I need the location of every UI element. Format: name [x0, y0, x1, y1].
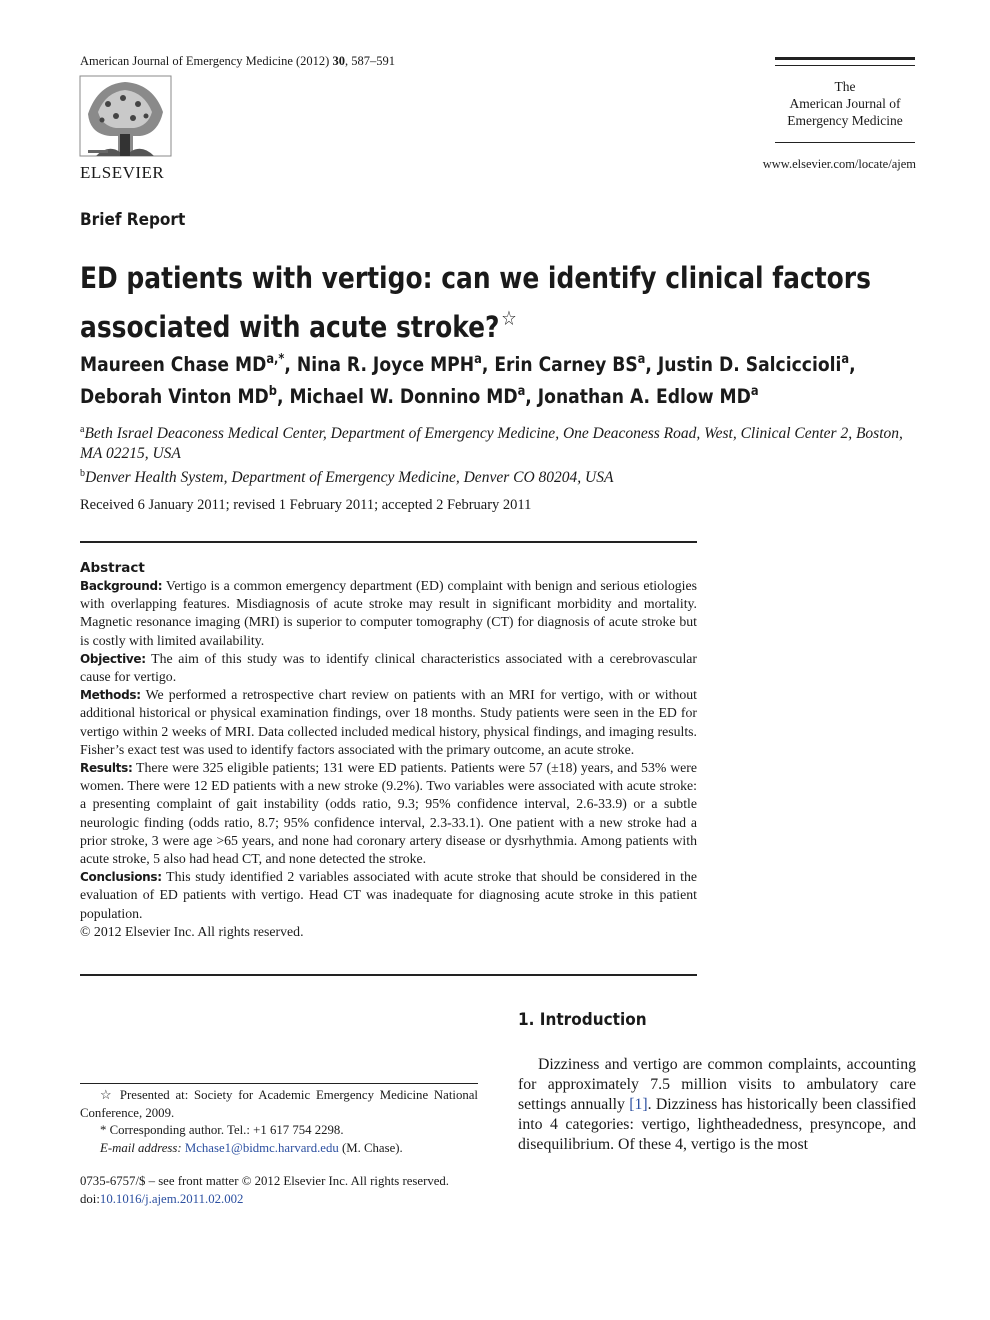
author-separator: ,	[276, 385, 290, 408]
footnote-email	[80, 1140, 478, 1158]
section-label-text: Brief Report	[80, 210, 186, 230]
doi-line	[80, 1191, 500, 1209]
title-footnote-star-icon[interactable]: ☆	[501, 306, 517, 330]
title-line-1-text: ED patients with vertigo: can we identify clinical factors	[80, 261, 871, 295]
introduction-paragraph	[518, 1055, 916, 1155]
introduction-text-part2: . Dizziness has historically been classified into 4 categories: vertigo, lightheadedness, presyncope, and disequilibrium. Of these 4, vertigo is the most	[518, 1096, 916, 1153]
abstract-methods-label: Methods:	[80, 688, 141, 703]
abstract-methods-text: We performed a retrospective chart review on patients with an MRI for vertigo, with or without additional historical or physical examination findings, over 18 months. Study patients were seen in the ED for vertigo within 2 weeks of MRI. Data collected included medical history, physical findings, and imaging results. Fisher’s exact test was used to identify factors associated with the primary outcome, an acute stroke.	[80, 687, 697, 757]
author-separator: ,	[645, 353, 658, 376]
author-separator: ,	[481, 353, 495, 376]
abstract-conclusions	[80, 868, 697, 923]
citation-volume: 30	[332, 54, 345, 68]
author-affiliation-mark[interactable]: a	[637, 352, 646, 367]
author-line-2	[80, 378, 819, 410]
affiliation-a-mark: a	[80, 424, 85, 435]
abstract-results	[80, 759, 697, 868]
introduction-text-part1: Dizziness and vertigo are common complaints, accounting for approximately 7.5 million visits to ambulatory care settings annually	[518, 1056, 916, 1113]
email-label: E-mail address:	[100, 1140, 182, 1155]
reference-link-1[interactable]: [1]	[629, 1096, 648, 1113]
abstract-results-label: Results:	[80, 761, 133, 776]
abstract-conclusions-label: Conclusions:	[80, 870, 162, 885]
abstract-rule-top	[80, 541, 697, 543]
introduction-heading	[518, 1010, 661, 1030]
affiliation-b-text: Denver Health System, Department of Emergency Medicine, Denver CO 80204, USA	[85, 469, 614, 486]
abstract-background	[80, 577, 697, 650]
author-name: Nina R. Joyce MPH	[296, 353, 475, 376]
abstract-background-text: Vertigo is a common emergency department (ED) complaint with benign and serious etiologies with overlapping features. Misdiagnosis of acute stroke may result in significant morbidity and mortality. Magnetic resonance imaging (MRI) is superior to computer tomography (CT) for diagnosis of acute stroke but is costly with limited availability.	[80, 578, 697, 648]
author-affiliation-mark[interactable]: b	[268, 384, 277, 399]
article-dates: Received 6 January 2011; revised 1 February 2011; accepted 2 February 2011	[80, 497, 532, 513]
author-name: Michael W. Donnino MD	[289, 385, 518, 408]
journal-rule-top	[775, 57, 915, 60]
section-label	[80, 210, 197, 230]
front-matter	[80, 1173, 500, 1208]
author-name: Jonathan A. Edlow MD	[537, 385, 751, 408]
title-line-1	[80, 258, 871, 298]
author-line-1	[80, 346, 856, 378]
footnotes	[80, 1087, 478, 1157]
abstract-objective-label: Objective:	[80, 651, 146, 666]
footnote-star-icon: ☆	[100, 1088, 115, 1102]
abstract-body	[80, 577, 697, 941]
abstract-background-label: Background:	[80, 579, 163, 593]
author-list	[80, 346, 920, 410]
author-affiliation-mark[interactable]: a	[750, 384, 759, 399]
footnote-rule	[80, 1083, 478, 1084]
footnote-asterisk-icon: *	[100, 1123, 107, 1137]
footnote-corresponding-text: Corresponding author. Tel.: +1 617 754 2298.	[109, 1123, 344, 1137]
abstract-methods	[80, 686, 697, 759]
abstract-copyright: © 2012 Elsevier Inc. All rights reserved.	[80, 923, 304, 939]
title-line-2-text: associated with acute stroke?	[80, 310, 500, 344]
email-link[interactable]: Mchase1@bidmc.harvard.edu	[184, 1140, 339, 1155]
journal-name-line2: American Journal of	[789, 96, 901, 111]
affiliation-a-text: Beth Israel Deaconess Medical Center, Department of Emergency Medicine, One Deaconess Road, West, Clinical Center 2, Boston, MA 02215, USA	[80, 425, 903, 462]
introduction-heading-text: 1. Introduction	[518, 1010, 647, 1030]
doi-prefix: doi:	[80, 1191, 100, 1206]
issn-line: 0735-6757/$ – see front matter © 2012 Elsevier Inc. All rights reserved.	[80, 1174, 450, 1188]
author-separator: ,	[525, 385, 538, 408]
affiliation-b-mark: b	[80, 468, 85, 479]
affiliation-b	[80, 464, 916, 488]
affiliations	[80, 420, 916, 488]
citation-pages: , 587–591	[344, 54, 395, 68]
abstract-conclusions-text: This study identified 2 variables associated with acute stroke that should be considered in the evaluation of ED patients with vertigo. Head CT was inadequate for diagnosing acute stroke in this patient population.	[80, 869, 697, 921]
abstract-objective-text: The aim of this study was to identify clinical characteristics associated with a cerebrovascular cause for vertigo.	[80, 650, 697, 685]
footnote-presented	[80, 1087, 478, 1122]
journal-name-line3: Emergency Medicine	[787, 113, 903, 128]
author-separator: ,	[849, 353, 856, 376]
journal-rule-bottom	[775, 142, 915, 143]
footnote-presented-text: Presented at: Society for Academic Emergency Medicine National Conference, 2009.	[80, 1088, 478, 1120]
author-name: Justin D. Salciccioli	[657, 353, 842, 376]
journal-name	[775, 78, 915, 129]
author-name: Deborah Vinton MD	[80, 385, 269, 408]
doi-link[interactable]: 10.1016/j.ajem.2011.02.002	[99, 1191, 244, 1206]
title-line-2	[80, 298, 794, 347]
publisher-name: ELSEVIER	[80, 163, 165, 182]
author-affiliation-mark[interactable]: a,*	[266, 352, 285, 367]
author-affiliation-mark[interactable]: a	[474, 352, 482, 367]
author-affiliation-mark[interactable]: a	[517, 384, 526, 399]
author-separator: ,	[284, 353, 297, 376]
footnote-corresponding	[80, 1122, 478, 1140]
author-name: Maureen Chase MD	[80, 353, 267, 376]
journal-url-link[interactable]: www.elsevier.com/locate/ajem	[762, 157, 916, 171]
email-suffix: (M. Chase).	[338, 1140, 403, 1155]
abstract-rule-bottom	[80, 974, 697, 976]
article-title	[80, 258, 910, 347]
author-name: Erin Carney BS	[494, 353, 638, 376]
journal-rule-thin	[775, 65, 915, 66]
abstract-heading: Abstract	[80, 560, 145, 576]
abstract-objective	[80, 650, 697, 686]
affiliation-a	[80, 420, 916, 464]
journal-citation	[80, 54, 395, 69]
citation-prefix: American Journal of Emergency Medicine (2012)	[80, 54, 333, 68]
journal-name-line1: The	[834, 79, 856, 94]
abstract-results-text: There were 325 eligible patients; 131 were ED patients. Patients were 57 (±18) years, and 53% were women. There were 12 ED patients with a new stroke (9.2%). Two variables were associated with acute stroke: a presenting complaint of gait instability (odds ratio, 9.3; 95% confidence interval, 2.6-33.9) or a subtle neurologic finding (odds ratio, 8.7; 95% confidence interval, 2.3-33.1). One patient with a new stroke had a prior stroke, 3 were age >65 years, and none had coronary artery disease or dysrhythmia. Among patients with acute stroke, 5 also had head CT, and none detected the stroke.	[80, 760, 697, 867]
author-affiliation-mark[interactable]: a	[841, 352, 850, 367]
